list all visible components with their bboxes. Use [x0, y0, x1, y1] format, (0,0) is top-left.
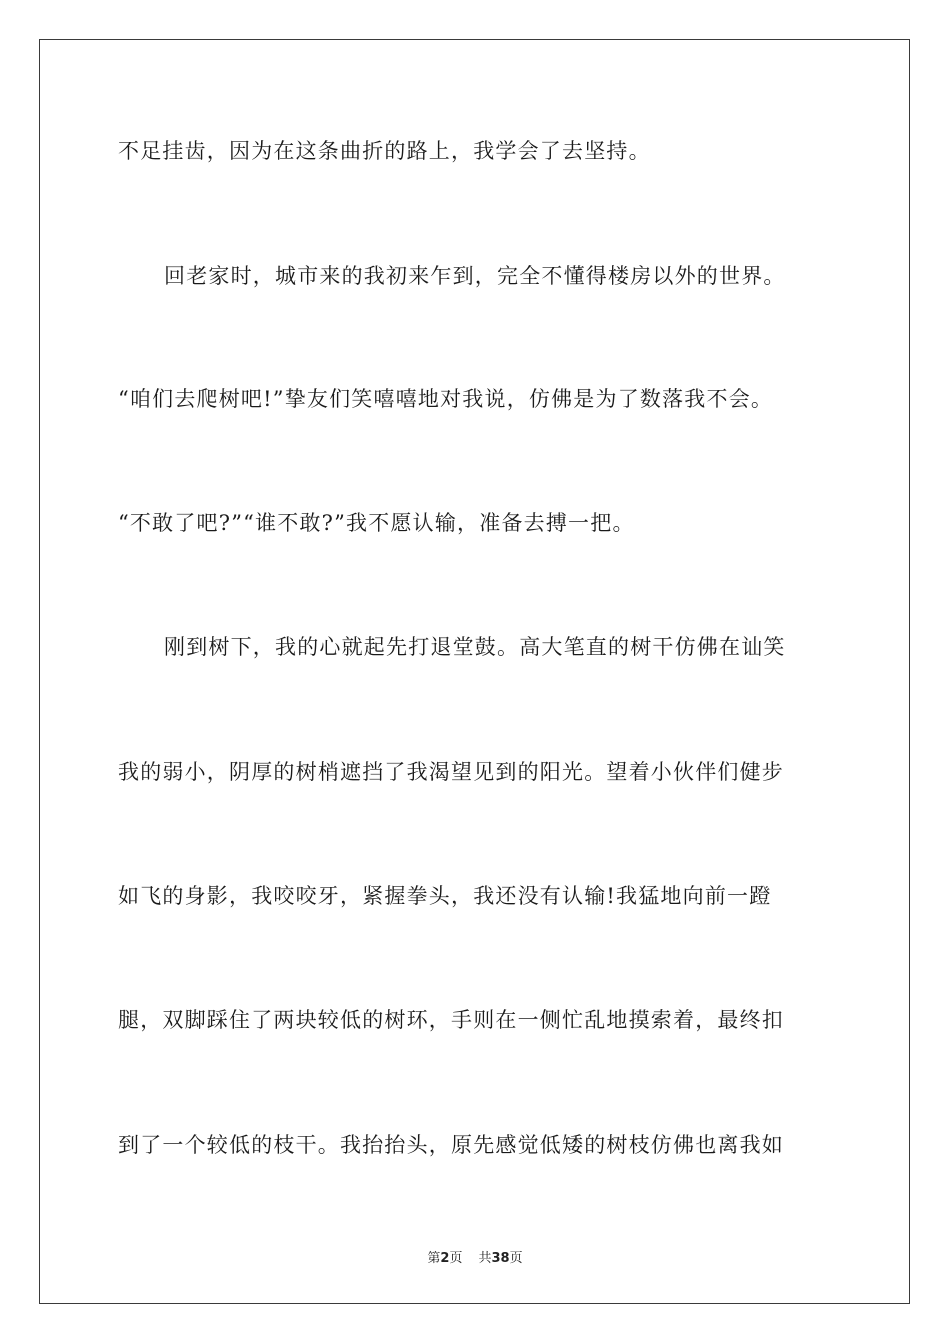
text-line-1: 不足挂齿，因为在这条曲折的路上，我学会了去坚持。 [118, 139, 651, 163]
total-prefix: 共 [478, 1251, 492, 1266]
text-line-9: 到了一个较低的枝干。我抬抬头，原先感觉低矮的树枝仿佛也离我如 [118, 1133, 784, 1157]
text-line-6: 我的弱小，阴厚的树梢遮挡了我渴望见到的阳光。望着小伙伴们健步 [118, 760, 784, 784]
total-pages: 38 [491, 1251, 510, 1266]
page-number: 2 [440, 1251, 450, 1266]
text-line-3: “咱们去爬树吧!”挚友们笑嘻嘻地对我说，仿佛是为了数落我不会。 [118, 387, 774, 411]
page-footer [0, 1251, 950, 1267]
total-suffix: 页 [509, 1251, 523, 1266]
text-line-5: 刚到树下，我的心就起先打退堂鼓。高大笔直的树干仿佛在讪笑 [164, 635, 786, 659]
text-line-4: “不敢了吧?”“谁不敢?”我不愿认输，准备去搏一把。 [118, 511, 635, 535]
text-line-7: 如飞的身影，我咬咬牙，紧握拳头，我还没有认输!我猛地向前一蹬 [118, 884, 772, 908]
page-prefix: 第 [427, 1251, 441, 1266]
page-suffix: 页 [449, 1251, 463, 1266]
page-border [39, 39, 910, 1304]
text-line-8: 腿，双脚踩住了两块较低的树环，手则在一侧忙乱地摸索着，最终扣 [118, 1008, 784, 1032]
text-line-2: 回老家时，城市来的我初来乍到，完全不懂得楼房以外的世界。 [164, 264, 786, 288]
